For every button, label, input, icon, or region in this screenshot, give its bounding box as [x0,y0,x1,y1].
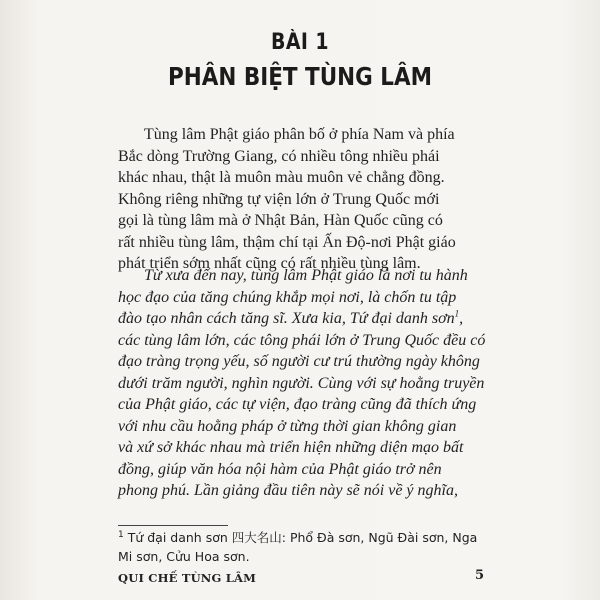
footnote-divider [118,525,228,526]
text-line-with-footnote [118,308,488,330]
footnote [118,528,488,566]
text-line: Từ xưa đến nay, tùng lâm Phật giáo là nơi tu hành [144,267,468,284]
paragraph-2 [118,265,488,502]
text-segment: , [459,310,464,327]
text-line: Không riêng những tự viện lớn ở Trung Quốc mới [118,190,440,208]
text-line: phát triển sớm nhất cũng có rất nhiều tùng lâm. [118,255,421,272]
footnote-marker: 1 [118,529,124,540]
text-line: rất nhiều tùng lâm, thậm chí tại Ấn Độ-nơi Phật giáo [118,233,456,251]
text-line: học đạo của tăng chúng khắp mọi nơi, là chốn tu tập [118,288,457,306]
running-footer-title: QUI CHẾ TÙNG LÂM [118,571,257,585]
text-line: gọi là tùng lâm mà ở Nhật Bản, Hàn Quốc cũng có [118,212,443,229]
text-line: của Phật giáo, các tự viện, đạo tràng cũng đã thích ứng [118,396,477,413]
paragraph-1 [118,124,488,275]
footnote-line [118,528,488,547]
footnote-line: Mi sơn, Cửu Hoa sơn. [118,549,250,564]
lesson-number: BÀI 1 [270,30,329,55]
footnote-text: Tứ đại danh sơn 四大名山: Phổ Đà sơn, Ngũ Đài sơn, Nga [127,530,478,545]
chapter-title: PHÂN BIỆT TÙNG LÂM [167,62,433,91]
text-line: dưới trăm người, nghìn người. Cùng với sự hoằng truyền [118,374,485,392]
text-segment: đào tạo nhân cách tăng sĩ. Xưa kia, Tứ đại danh sơn [118,310,455,327]
text-line: Bắc dòng Trường Giang, có nhiều tông nhiều phái [118,147,440,165]
text-line: đồng, giúp văn hóa nội hàm của Phật giáo trở nên [118,460,442,478]
text-line: và xứ sở khác nhau mà triển hiện những diện mạo bất [118,439,464,456]
footnote-reference[interactable]: 1 [454,308,460,319]
text-line: đạo tràng trọng yếu, số người cư trú thường ngày không [118,353,480,370]
text-line: phong phú. Lần giảng đầu tiên này sẽ nói về ý nghĩa, [118,482,458,499]
text-line: Tùng lâm Phật giáo phân bố ở phía Nam và phía [144,126,455,143]
text-line: khác nhau, thật là muôn màu muôn vẻ chẳng đồng. [118,169,445,186]
text-line: với nhu cầu hoằng pháp ở từng thời gian không gian [118,417,457,435]
text-line: các tùng lâm lớn, các tông phái lớn ở Trung Quốc đều có [118,331,486,349]
page-number: 5 [475,568,485,583]
